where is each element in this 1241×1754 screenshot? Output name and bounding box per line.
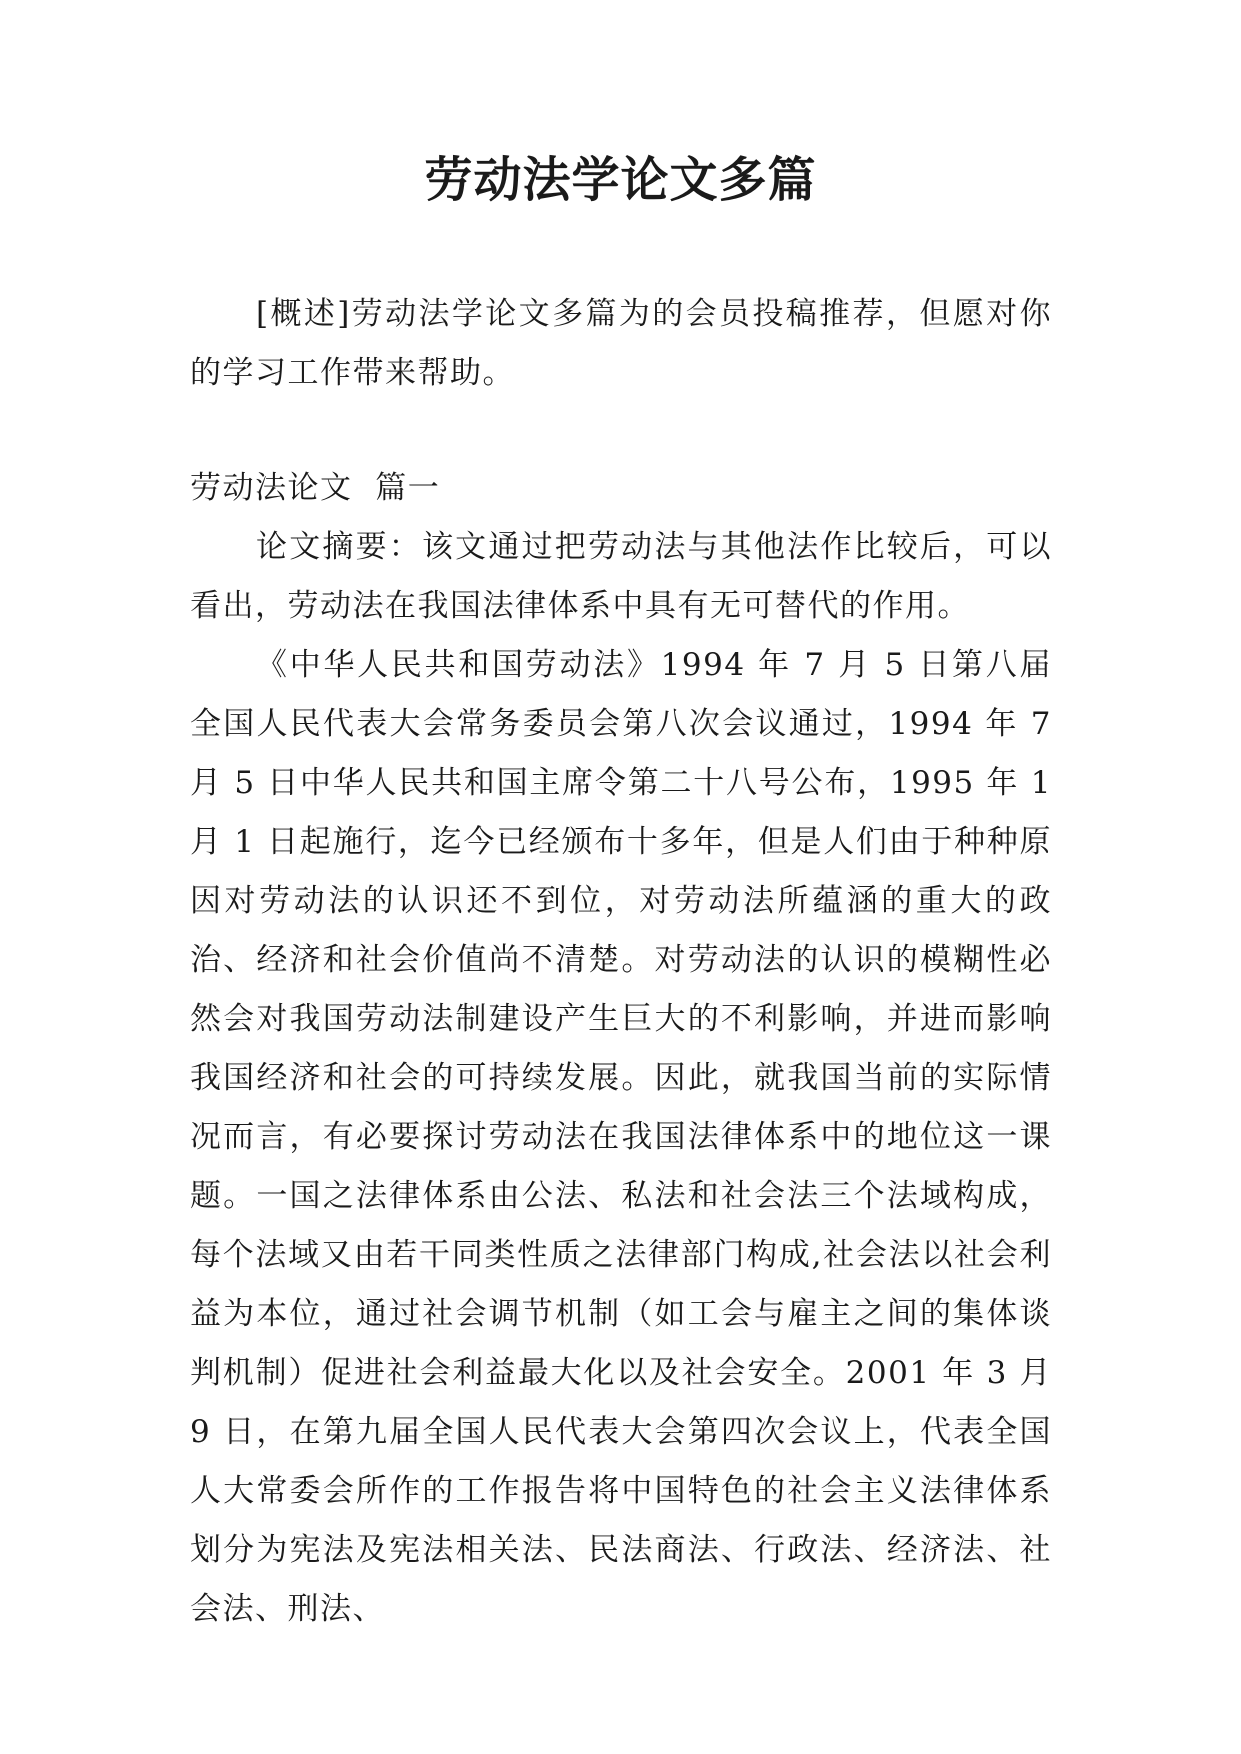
document-title: 劳动法学论文多篇 xyxy=(424,152,817,208)
summary-paragraph: [概述]劳动法学论文多篇为的会员投稿推荐，但愿对你的学习工作带来帮助。 xyxy=(190,296,1052,391)
body-paragraph: 《中华人民共和国劳动法》1994 年 7 月 5 日第八届全国人民代表大会常务委员会第八次会议通过，1994 年 7 月 5 日中华人民共和国主席令第二十八号公布，1995 年 1 月 1 日起施行，迄今已经颁布十多年，但是人们由于种种原因对劳动法的认识还不到位，对劳动法所蕴涵的重大的政治、经济和社会价值尚不清楚。对劳动法的认识的模糊性必然会对我国劳动法制建设产生巨大的不利影响，并进而影响我国经济和社会的可持续发展。因此，就我国当前的实际情况而言，有必要探讨劳动法在我国法律体系中的地位这一课题。一国之法律体系由公法、私法和社会法三个法域构成，每个法域又由若干同类性质之法律部门构成,社会法以社会利益为本位，通过社会调节机制（如工会与雇主之间的集体谈判机制）促进社会利益最大化以及社会安全。2001 年 3 月 9 日，在第九届全国人民代表大会第四次会议上，代表全国人大常委会所作的工作报告将中国特色的社会主义法律体系划分为宪法及宪法相关法、民法商法、行政法、经济法、社会法、刑法、 xyxy=(190,647,1052,1627)
section-heading: 劳动法论文 篇一 xyxy=(190,470,441,506)
abstract-paragraph: 论文摘要：该文通过把劳动法与其他法作比较后，可以看出，劳动法在我国法律体系中具有无可替代的作用。 xyxy=(190,529,1052,624)
spacer xyxy=(190,403,1052,459)
document-body xyxy=(190,285,1052,1639)
